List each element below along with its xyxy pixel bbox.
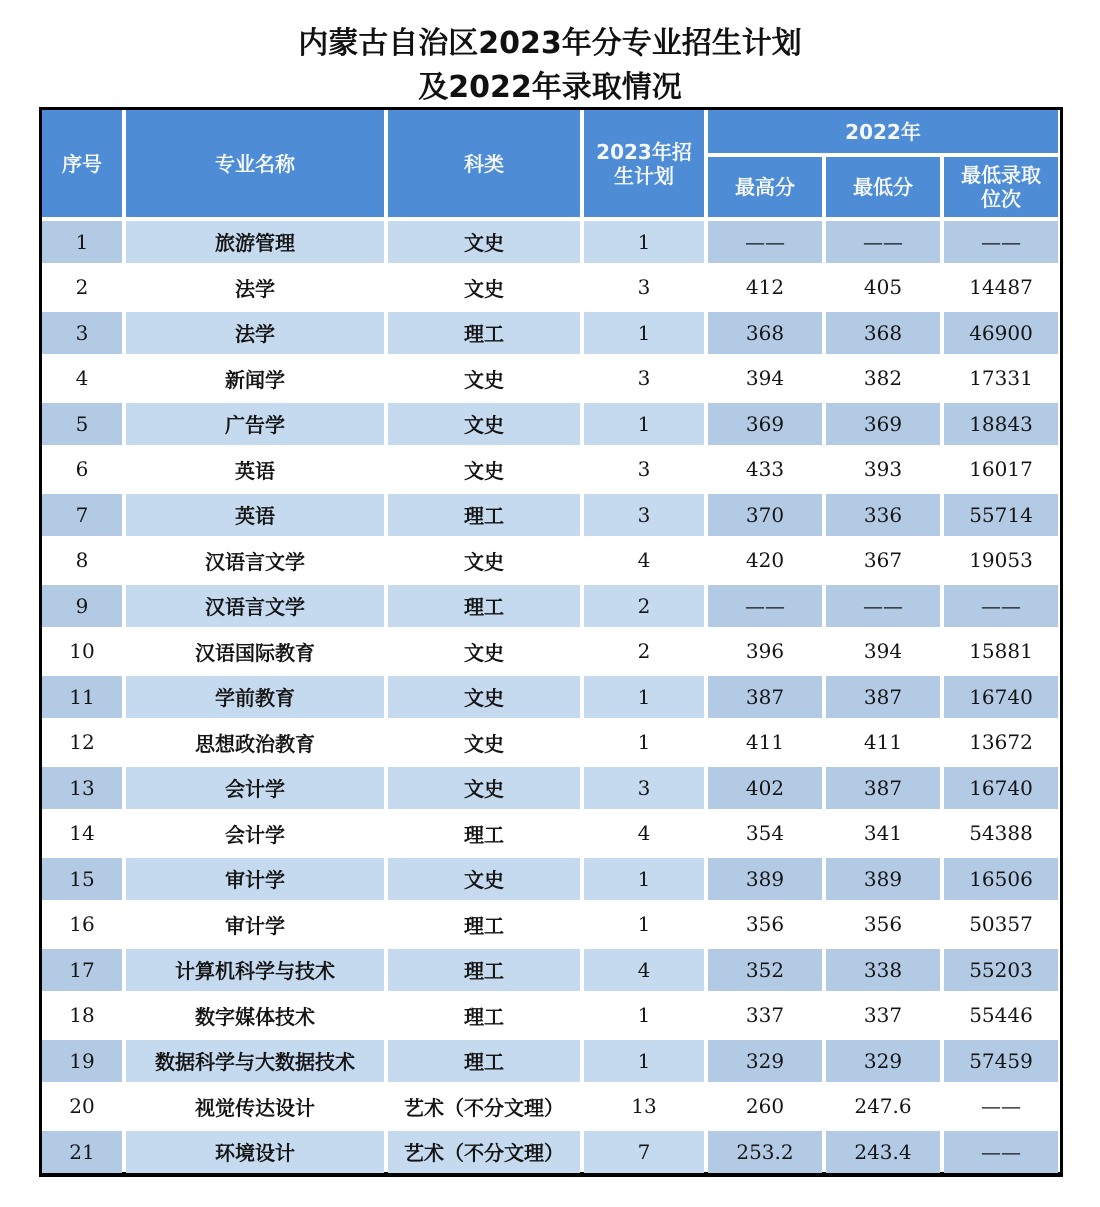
cell-plan: 1 [584, 221, 704, 263]
table-row [42, 995, 1058, 1037]
cell-category: 理工 [388, 585, 580, 627]
cell-major: 数据科学与大数据技术 [126, 1040, 384, 1082]
header-major: 专业名称 [126, 110, 384, 217]
cell-major: 审计学 [126, 904, 384, 946]
cell-rank: 18843 [944, 403, 1058, 445]
cell-seq: 15 [42, 858, 122, 900]
cell-rank: 54388 [944, 813, 1058, 855]
cell-max: 389 [708, 858, 822, 900]
cell-major: 视觉传达设计 [126, 1086, 384, 1128]
cell-plan: 13 [584, 1086, 704, 1128]
table-row [42, 767, 1058, 809]
cell-seq: 18 [42, 995, 122, 1037]
cell-category: 文史 [388, 267, 580, 309]
cell-plan: 3 [584, 358, 704, 400]
table-row [42, 904, 1058, 946]
cell-category: 文史 [388, 358, 580, 400]
cell-rank: 16506 [944, 858, 1058, 900]
cell-seq: 3 [42, 312, 122, 354]
cell-max: —— [708, 221, 822, 263]
cell-rank: 15881 [944, 631, 1058, 673]
cell-plan: 3 [584, 267, 704, 309]
cell-rank: —— [944, 585, 1058, 627]
cell-category: 理工 [388, 904, 580, 946]
cell-rank: —— [944, 221, 1058, 263]
cell-max: 396 [708, 631, 822, 673]
cell-major: 英语 [126, 494, 384, 536]
cell-major: 学前教育 [126, 676, 384, 718]
cell-plan: 4 [584, 949, 704, 991]
cell-category: 文史 [388, 631, 580, 673]
cell-min: 405 [826, 267, 940, 309]
cell-min: 394 [826, 631, 940, 673]
cell-plan: 2 [584, 585, 704, 627]
cell-min: 393 [826, 449, 940, 491]
cell-max: 387 [708, 676, 822, 718]
cell-min: 387 [826, 676, 940, 718]
header-plan-2023-text: 2023年招生计划 [596, 139, 692, 188]
cell-rank: 46900 [944, 312, 1058, 354]
page-title-line2: 及2022年录取情况 [418, 70, 682, 105]
cell-category: 理工 [388, 494, 580, 536]
cell-plan: 2 [584, 631, 704, 673]
cell-min: 389 [826, 858, 940, 900]
table-row [42, 312, 1058, 354]
cell-seq: 12 [42, 722, 122, 764]
header-plan-2023 [584, 110, 704, 217]
cell-major: 会计学 [126, 767, 384, 809]
table-row [42, 267, 1058, 309]
cell-rank: —— [944, 1131, 1058, 1173]
cell-rank: 14487 [944, 267, 1058, 309]
table-row [42, 585, 1058, 627]
table-row [42, 631, 1058, 673]
cell-plan: 1 [584, 722, 704, 764]
header-min-rank [944, 157, 1058, 217]
cell-max: 337 [708, 995, 822, 1037]
table-row [42, 813, 1058, 855]
cell-seq: 5 [42, 403, 122, 445]
cell-rank: 50357 [944, 904, 1058, 946]
cell-rank: 55714 [944, 494, 1058, 536]
enrollment-table [38, 106, 1062, 1177]
cell-category: 文史 [388, 722, 580, 764]
cell-major: 法学 [126, 312, 384, 354]
cell-rank: 57459 [944, 1040, 1058, 1082]
cell-major: 会计学 [126, 813, 384, 855]
cell-plan: 1 [584, 858, 704, 900]
cell-max: 260 [708, 1086, 822, 1128]
cell-seq: 21 [42, 1131, 122, 1173]
table-body [42, 221, 1058, 1173]
cell-max: 329 [708, 1040, 822, 1082]
cell-seq: 11 [42, 676, 122, 718]
cell-max: 352 [708, 949, 822, 991]
cell-seq: 9 [42, 585, 122, 627]
cell-category: 文史 [388, 767, 580, 809]
cell-rank: 19053 [944, 540, 1058, 582]
cell-seq: 14 [42, 813, 122, 855]
cell-category: 文史 [388, 676, 580, 718]
cell-major: 汉语言文学 [126, 585, 384, 627]
header-category: 科类 [388, 110, 580, 217]
table-row [42, 676, 1058, 718]
cell-seq: 7 [42, 494, 122, 536]
cell-max: 369 [708, 403, 822, 445]
cell-min: 336 [826, 494, 940, 536]
cell-major: 英语 [126, 449, 384, 491]
cell-plan: 1 [584, 995, 704, 1037]
cell-major: 汉语言文学 [126, 540, 384, 582]
cell-rank: 16740 [944, 676, 1058, 718]
cell-seq: 1 [42, 221, 122, 263]
header-max-score: 最高分 [708, 157, 822, 217]
cell-major: 审计学 [126, 858, 384, 900]
cell-min: 411 [826, 722, 940, 764]
cell-min: 329 [826, 1040, 940, 1082]
cell-major: 计算机科学与技术 [126, 949, 384, 991]
cell-min: —— [826, 221, 940, 263]
cell-max: 368 [708, 312, 822, 354]
cell-max: 356 [708, 904, 822, 946]
cell-plan: 1 [584, 676, 704, 718]
header-seq: 序号 [42, 110, 122, 217]
cell-category: 理工 [388, 312, 580, 354]
cell-major: 汉语国际教育 [126, 631, 384, 673]
cell-plan: 3 [584, 449, 704, 491]
cell-rank: 13672 [944, 722, 1058, 764]
cell-plan: 4 [584, 813, 704, 855]
cell-major: 广告学 [126, 403, 384, 445]
cell-rank: 17331 [944, 358, 1058, 400]
cell-rank: —— [944, 1086, 1058, 1128]
cell-seq: 17 [42, 949, 122, 991]
cell-major: 旅游管理 [126, 221, 384, 263]
cell-category: 文史 [388, 403, 580, 445]
cell-max: 394 [708, 358, 822, 400]
cell-rank: 55203 [944, 949, 1058, 991]
table-row [42, 949, 1058, 991]
cell-min: 243.4 [826, 1131, 940, 1173]
cell-min: 341 [826, 813, 940, 855]
cell-seq: 2 [42, 267, 122, 309]
cell-max: 402 [708, 767, 822, 809]
cell-plan: 1 [584, 1040, 704, 1082]
cell-max: 370 [708, 494, 822, 536]
cell-max: 253.2 [708, 1131, 822, 1173]
cell-plan: 3 [584, 494, 704, 536]
cell-min: 337 [826, 995, 940, 1037]
cell-category: 文史 [388, 221, 580, 263]
cell-rank: 16017 [944, 449, 1058, 491]
cell-category: 理工 [388, 949, 580, 991]
cell-min: 247.6 [826, 1086, 940, 1128]
cell-plan: 4 [584, 540, 704, 582]
header-min-rank-text: 最低录取位次 [961, 163, 1041, 211]
cell-max: 420 [708, 540, 822, 582]
cell-max: —— [708, 585, 822, 627]
cell-category: 艺术（不分文理） [388, 1086, 580, 1128]
cell-seq: 10 [42, 631, 122, 673]
cell-min: 356 [826, 904, 940, 946]
table-row [42, 403, 1058, 445]
cell-category: 文史 [388, 858, 580, 900]
cell-seq: 16 [42, 904, 122, 946]
cell-max: 433 [708, 449, 822, 491]
cell-min: —— [826, 585, 940, 627]
cell-plan: 3 [584, 767, 704, 809]
cell-seq: 6 [42, 449, 122, 491]
cell-plan: 1 [584, 403, 704, 445]
cell-plan: 7 [584, 1131, 704, 1173]
cell-category: 理工 [388, 813, 580, 855]
cell-category: 理工 [388, 995, 580, 1037]
cell-major: 思想政治教育 [126, 722, 384, 764]
cell-category: 文史 [388, 449, 580, 491]
cell-seq: 13 [42, 767, 122, 809]
table-row [42, 858, 1058, 900]
cell-plan: 1 [584, 904, 704, 946]
cell-min: 367 [826, 540, 940, 582]
cell-min: 387 [826, 767, 940, 809]
cell-category: 艺术（不分文理） [388, 1131, 580, 1173]
cell-min: 368 [826, 312, 940, 354]
table-row [42, 1040, 1058, 1082]
cell-category: 文史 [388, 540, 580, 582]
cell-max: 354 [708, 813, 822, 855]
table-row [42, 1131, 1058, 1173]
cell-plan: 1 [584, 312, 704, 354]
table-row [42, 494, 1058, 536]
cell-min: 382 [826, 358, 940, 400]
header-year-2022: 2022年 [708, 110, 1058, 153]
cell-seq: 4 [42, 358, 122, 400]
table-row [42, 221, 1058, 263]
cell-rank: 55446 [944, 995, 1058, 1037]
cell-max: 411 [708, 722, 822, 764]
cell-major: 新闻学 [126, 358, 384, 400]
table-row [42, 358, 1058, 400]
table-row [42, 449, 1058, 491]
cell-seq: 8 [42, 540, 122, 582]
cell-major: 环境设计 [126, 1131, 384, 1173]
cell-min: 369 [826, 403, 940, 445]
cell-seq: 20 [42, 1086, 122, 1128]
table-row [42, 722, 1058, 764]
cell-min: 338 [826, 949, 940, 991]
header-min-score: 最低分 [826, 157, 940, 217]
cell-category: 理工 [388, 1040, 580, 1082]
cell-major: 法学 [126, 267, 384, 309]
cell-seq: 19 [42, 1040, 122, 1082]
cell-major: 数字媒体技术 [126, 995, 384, 1037]
page-title-line1: 内蒙古自治区2023年分专业招生计划 [298, 26, 802, 61]
cell-max: 412 [708, 267, 822, 309]
table-row [42, 1086, 1058, 1128]
table-row [42, 540, 1058, 582]
cell-rank: 16740 [944, 767, 1058, 809]
